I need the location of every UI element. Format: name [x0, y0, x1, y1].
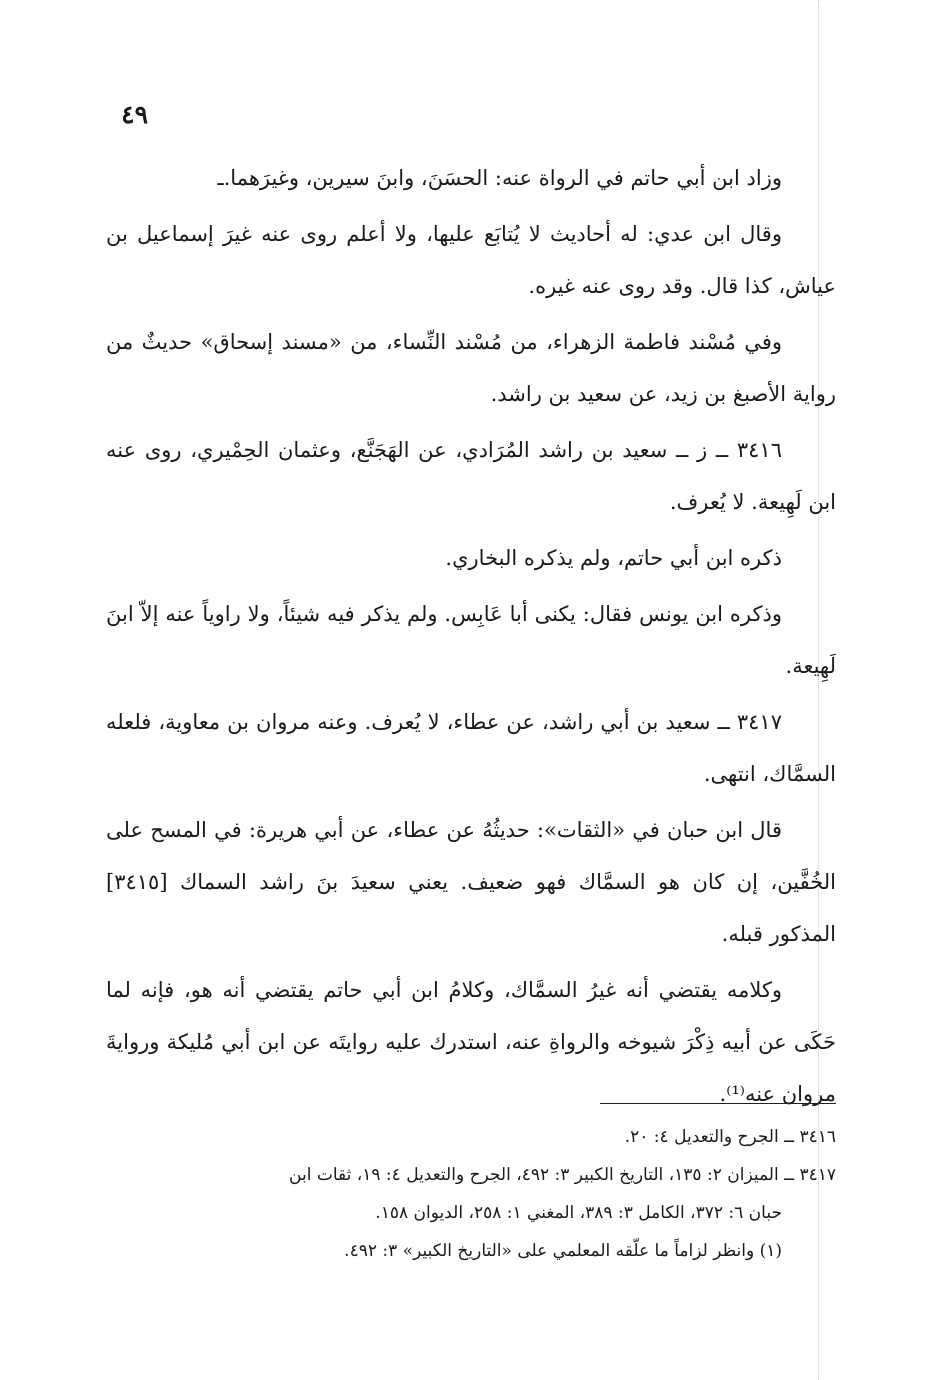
entry-3416: ٣٤١٦ ــ ز ــ سعيد بن راشد المُرَادي، عن الهَجَنَّع، وعثمان الحِمْيري، روى عنه ابن لَهِيعة. لا يُعرف. — [106, 438, 836, 514]
footnote-1: (١) وانظر لزاماً ما علّقه المعلمي على «التاريخ الكبير» ٣: ٤٩٢. — [344, 1241, 782, 1261]
paragraph-3: وفي مُسْند فاطمة الزهراء، من مُسْند النِّساء، من «مسند إسحاق» حديثٌ من رواية الأصبغ بن زيد، عن سعيد بن راشد. — [106, 330, 836, 406]
footnote-3416: ٣٤١٦ ــ الجرح والتعديل ٤: ٢٠. — [624, 1127, 836, 1147]
paragraph-8: قال ابن حبان في «الثقات»: حديثُهُ عن عطاء، عن أبي هريرة: في المسح على الخُفَّين، إن كان هو السمَّاك فهو ضعيف. يعني سعيدَ بنَ راشد السماك [٣٤١٥] المذكور قبله. — [106, 818, 836, 946]
paragraph-5: ذكره ابن أبي حاتم، ولم يذكره البخاري. — [445, 546, 782, 570]
main-text — [106, 152, 836, 1124]
footnote-3417: ٣٤١٧ ــ الميزان ٢: ١٣٥، التاريخ الكبير ٣: ٤٩٢، الجرح والتعديل ٤: ١٩، ثقات ابن — [289, 1165, 836, 1185]
footnotes — [106, 1118, 836, 1270]
footnote-separator — [600, 1103, 836, 1104]
paragraph-9: وكلامه يقتضي أنه غيرُ السمَّاك، وكلامُ ابن أبي حاتم يقتضي أنه هو، فإنه لما حَكَى عن أبيه ذِكْرَ شيوخه والرواةِ عنه، استدرك عليه روايتَه عن ابن أبي مُليكة وروايةَ مروان عنه⁽¹⁾. — [106, 978, 836, 1106]
paragraph-2: وقال ابن عدي: له أحاديث لا يُتابَع عليها، ولا أعلم روى عنه غيرَ إسماعيل بن عياش، كذا قال. وقد روى عنه غيره. — [106, 222, 836, 298]
page-number: ٤٩ — [121, 100, 148, 129]
paragraph-1: وزاد ابن أبي حاتم في الرواة عنه: الحسَنَ، وابنَ سيرين، وغيرَهما.ـ — [217, 166, 782, 190]
entry-3417: ٣٤١٧ ــ سعيد بن أبي راشد، عن عطاء، لا يُعرف. وعنه مروان بن معاوية، فلعله السمَّاك، انتهى. — [106, 710, 836, 786]
paragraph-6: وذكره ابن يونس فقال: يكنى أبا عَابِس. ولم يذكر فيه شيئاً، ولا راوياً عنه إلاّ ابنَ لَهِيعة. — [106, 602, 836, 678]
footnote-3417-continued: حبان ٦: ٣٧٢، الكامل ٣: ٣٨٩، المغني ١: ٢٥٨، الديوان ١٥٨. — [375, 1203, 782, 1223]
